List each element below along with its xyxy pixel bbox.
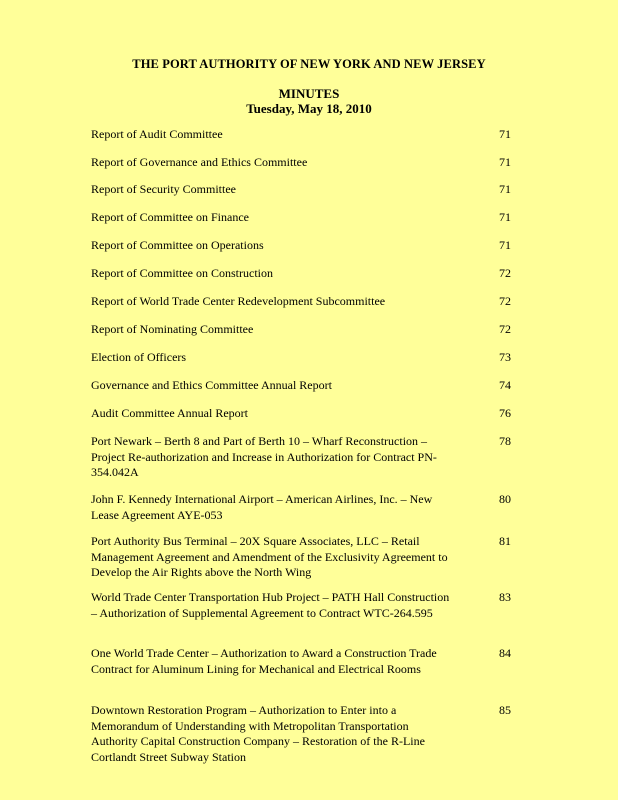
toc-entry-text: One World Trade Center – Authorization to Award a Construction Trade Contract for Aluminum Lining for Mechanical and Electrical Rooms — [91, 646, 437, 676]
toc-entry-text: Report of Nominating Committee — [91, 322, 254, 336]
meeting-date: Tuesday, May 18, 2010 — [246, 101, 372, 116]
toc-entry-text: Downtown Restoration Program – Authorization to Enter into a Memorandum of Understanding with Metropolitan Transportation Authority Capital Construction Company – Restoration of the R-Line Cortlandt Street Subway Station — [91, 703, 425, 764]
toc-entry — [91, 703, 511, 765]
toc-entry-page: 72 — [499, 322, 511, 336]
toc-entry-page: 74 — [499, 378, 511, 392]
toc-entry-text: Audit Committee Annual Report — [91, 406, 248, 420]
toc-entry — [91, 322, 511, 338]
toc-entry — [91, 434, 511, 481]
toc-entry-text: Report of Security Committee — [91, 182, 236, 196]
toc-entry — [91, 294, 511, 310]
toc-entry-page: 71 — [499, 127, 511, 141]
toc-entry-page: 78 — [499, 434, 511, 448]
toc-entry — [91, 350, 511, 366]
toc-entry-page: 83 — [499, 590, 511, 604]
toc-entry-text: Report of Committee on Operations — [91, 238, 264, 252]
toc-entry-text: World Trade Center Transportation Hub Project – PATH Hall Construction – Authorization of Supplemental Agreement to Contract WTC-264.595 — [91, 590, 450, 620]
toc-entry — [91, 378, 511, 394]
toc-entry — [91, 266, 511, 282]
toc-entry-text: Report of Committee on Construction — [91, 266, 273, 280]
toc-entry-page: 71 — [499, 155, 511, 169]
toc-entry-page: 73 — [499, 350, 511, 364]
toc-entry-text: Report of Audit Committee — [91, 127, 223, 141]
toc-entry — [91, 127, 511, 143]
toc-entry-text: Port Authority Bus Terminal – 20X Square Associates, LLC – Retail Management Agreement and Amendment of the Exclusivity Agreement to Develop the Air Rights above the North Wing — [91, 534, 448, 579]
document-title: MINUTES — [278, 86, 340, 101]
toc-entry — [91, 182, 511, 198]
toc-entry — [91, 646, 511, 677]
toc-entry-page: 81 — [499, 534, 511, 548]
toc-entry — [91, 238, 511, 254]
toc-entry-page: 71 — [499, 238, 511, 252]
toc-entry-text: Report of World Trade Center Redevelopment Subcommittee — [91, 294, 386, 308]
toc-entry-page: 85 — [499, 703, 511, 717]
toc-entry — [91, 590, 511, 621]
toc-entry-text: John F. Kennedy International Airport – American Airlines, Inc. – New Lease Agreement AYE-053 — [91, 492, 433, 522]
toc-entry-text: Election of Officers — [91, 350, 187, 364]
toc-entry — [91, 534, 511, 581]
toc-entry-page: 72 — [499, 266, 511, 280]
toc-entry-page: 71 — [499, 182, 511, 196]
toc-entry-text: Governance and Ethics Committee Annual Report — [91, 378, 332, 392]
toc-entry-text: Report of Committee on Finance — [91, 210, 249, 224]
toc-entry-page: 80 — [499, 492, 511, 506]
toc-entry — [91, 155, 511, 171]
toc-entry-page: 71 — [499, 210, 511, 224]
toc-entry-page: 72 — [499, 294, 511, 308]
toc-entry — [91, 210, 511, 226]
toc-entry-text: Report of Governance and Ethics Committee — [91, 155, 308, 169]
toc-entry — [91, 406, 511, 422]
toc-entry-page: 84 — [499, 646, 511, 660]
organization-title: THE PORT AUTHORITY OF NEW YORK AND NEW JERSEY — [132, 57, 486, 71]
toc-entry-text: Port Newark – Berth 8 and Part of Berth 10 – Wharf Reconstruction – Project Re-authorization and Increase in Authorization for Contract PN-354.042A — [91, 434, 437, 479]
toc-entry-page: 76 — [499, 406, 511, 420]
toc-entry — [91, 492, 511, 523]
